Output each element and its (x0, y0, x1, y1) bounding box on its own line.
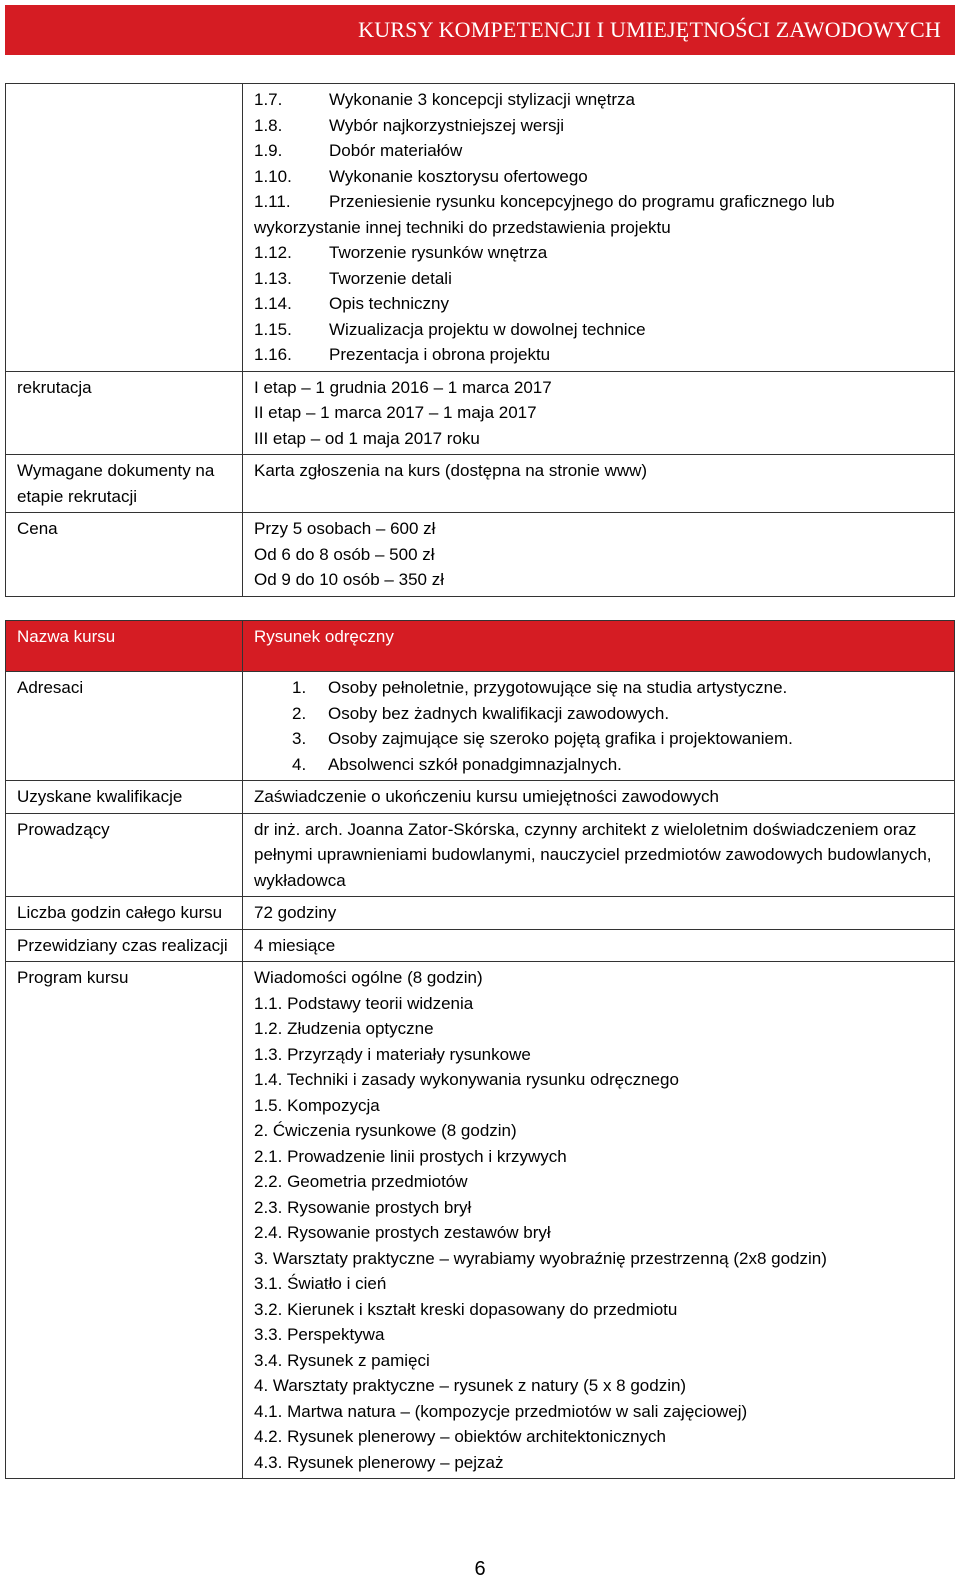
kwalifikacje-value: Zaświadczenie o ukończeniu kursu umiejętności zawodowych (243, 781, 955, 814)
program-item (254, 266, 946, 292)
rekrutacja-line: II etap – 1 marca 2017 – 1 maja 2017 (254, 403, 537, 422)
program-list (254, 87, 946, 368)
program-cell (243, 84, 955, 372)
program-kursu-line: 3.4. Rysunek z pamięci (254, 1350, 430, 1370)
table-row (6, 962, 955, 1479)
program-item-number: 1.13. (254, 268, 292, 288)
program-item-text: Przeniesienie rysunku koncepcyjnego do programu graficznego lub wykorzystanie innej techniki do przedstawienia projektu (254, 192, 835, 237)
program-kursu-line: 2.2. Geometria przedmiotów (254, 1172, 468, 1191)
program-kursu-line: 2.1. Prowadzenie linii prostych i krzywych (254, 1146, 567, 1166)
adresaci-item-number: 3. (292, 729, 307, 748)
header-title: KURSY KOMPETENCJI I UMIEJĘTNOŚCI ZAWODOWYCH (358, 17, 941, 42)
program-item (254, 317, 946, 343)
program-item-text: Dobór materiałów (329, 141, 463, 160)
program-item-text: Opis techniczny (329, 294, 449, 313)
rekrutacja-cell (243, 371, 955, 455)
program-item-number: 1.16. (254, 345, 292, 364)
program-kursu-line: 2.3. Rysowanie prostych brył (254, 1197, 472, 1217)
program-kursu-line: 4.1. Martwa natura – (kompozycje przedmiotów w sali zajęciowej) (254, 1401, 748, 1421)
table-row (6, 897, 955, 930)
adresaci-item-text: Absolwenci szkół ponadgimnazjalnych. (328, 754, 622, 774)
program-item-number: 1.10. (254, 166, 292, 186)
rekrutacja-label: rekrutacja (6, 371, 243, 455)
program-item-text: Wykonanie 3 koncepcji stylizacji wnętrza (329, 90, 635, 109)
program-item-number: 1.11. (254, 192, 291, 211)
program-item-number: 1.8. (254, 115, 283, 135)
adresaci-item-text: Osoby zajmujące się szeroko pojętą grafika i projektowaniem. (328, 729, 793, 748)
program-kursu-line: 2.4. Rysowanie prostych zestawów brył (254, 1223, 551, 1242)
course-table-previous (5, 83, 955, 597)
nazwa-label: Nazwa kursu (6, 621, 243, 672)
adresaci-list (254, 675, 946, 777)
table-row (6, 371, 955, 455)
rekrutacja-line: III etap – od 1 maja 2017 roku (254, 428, 480, 448)
adresaci-item-number: 2. (292, 703, 307, 723)
adresaci-label: Adresaci (6, 672, 243, 781)
program-kursu-line: 1.3. Przyrządy i materiały rysunkowe (254, 1044, 531, 1064)
table-row (6, 813, 955, 897)
program-kursu-line: 1.5. Kompozycja (254, 1095, 380, 1115)
program-kursu-line: 2. Ćwiczenia rysunkowe (8 godzin) (254, 1121, 517, 1140)
czas-label: Przewidziany czas realizacji (6, 929, 243, 962)
program-kursu-line: 3.3. Perspektywa (254, 1325, 385, 1344)
dokumenty-value: Karta zgłoszenia na kurs (dostępna na stronie www) (243, 455, 955, 513)
program-item-text: Wizualizacja projektu w dowolnej technice (329, 319, 646, 339)
czas-value: 4 miesiące (243, 929, 955, 962)
program-item (254, 113, 946, 139)
program-kursu-line: 4.3. Rysunek plenerowy – pejzaż (254, 1452, 504, 1472)
adresaci-item-number: 1. (292, 678, 307, 697)
program-kursu-line: 1.4. Techniki i zasady wykonywania rysunku odręcznego (254, 1070, 679, 1089)
program-item-text: Tworzenie detali (329, 268, 452, 288)
program-item (254, 164, 946, 190)
program-kursu-line: 3.1. Światło i cień (254, 1274, 387, 1293)
table-row (6, 513, 955, 597)
table-row (6, 672, 955, 781)
cena-cell (243, 513, 955, 597)
program-item (254, 342, 946, 368)
adresaci-item (292, 752, 946, 778)
cena-line: Przy 5 osobach – 600 zł (254, 519, 436, 538)
prowadzacy-label: Prowadzący (6, 813, 243, 897)
program-kursu-line: Wiadomości ogólne (8 godzin) (254, 968, 483, 987)
cena-line: Od 9 do 10 osób – 350 zł (254, 570, 444, 589)
cena-line: Od 6 do 8 osób – 500 zł (254, 544, 435, 564)
program-item-number: 1.15. (254, 319, 292, 339)
adresaci-item-text: Osoby bez żadnych kwalifikacji zawodowych. (328, 703, 670, 723)
program-kursu-line: 4. Warsztaty praktyczne – rysunek z natury (5 x 8 godzin) (254, 1376, 687, 1395)
cena-label: Cena (6, 513, 243, 597)
adresaci-item (292, 726, 946, 752)
program-label: Program kursu (6, 962, 243, 1479)
program-kursu-cell (243, 962, 955, 1479)
program-kursu-line: 1.1. Podstawy teorii widzenia (254, 993, 474, 1013)
course-name-row (6, 621, 955, 672)
table-row (6, 455, 955, 513)
program-kursu-line: 3. Warsztaty praktyczne – wyrabiamy wyobraźnię przestrzenną (2x8 godzin) (254, 1248, 827, 1268)
program-item-number: 1.9. (254, 141, 283, 160)
program-item-text: Tworzenie rysunków wnętrza (329, 243, 548, 262)
course-table-rysunek (5, 620, 955, 1479)
adresaci-item-text: Osoby pełnoletnie, przygotowujące się na studia artystyczne. (328, 678, 788, 697)
program-item-text: Wybór najkorzystniejszej wersji (329, 115, 565, 135)
adresaci-item-number: 4. (292, 754, 307, 774)
godziny-label: Liczba godzin całego kursu (6, 897, 243, 930)
adresaci-cell (243, 672, 955, 781)
kwalifikacje-label: Uzyskane kwalifikacje (6, 781, 243, 814)
prowadzacy-value: dr inż. arch. Joanna Zator-Skórska, czynny architekt z wieloletnim doświadczeniem oraz pełnymi uprawnieniami budowlanymi, nauczyciel przedmiotów zawodowych budowlanych, wykładowca (243, 813, 955, 897)
program-item (254, 291, 946, 317)
adresaci-item (292, 675, 946, 701)
table-row (6, 929, 955, 962)
program-item (254, 87, 946, 113)
program-item-text: Prezentacja i obrona projektu (329, 345, 551, 364)
program-item-number: 1.14. (254, 294, 292, 313)
program-item (254, 189, 946, 240)
program-label-cell (6, 84, 243, 372)
program-item-number: 1.12. (254, 243, 292, 262)
header-bar (5, 5, 955, 55)
table-row (6, 84, 955, 372)
rekrutacja-line: I etap – 1 grudnia 2016 – 1 marca 2017 (254, 377, 552, 397)
program-kursu-line: 1.2. Złudzenia optyczne (254, 1019, 434, 1038)
nazwa-value: Rysunek odręczny (243, 621, 955, 672)
program-kursu-line: 4.2. Rysunek plenerowy – obiektów architektonicznych (254, 1427, 666, 1446)
page-number: 6 (474, 1558, 486, 1580)
program-item (254, 138, 946, 164)
dokumenty-label: Wymagane dokumenty na etapie rekrutacji (6, 455, 243, 513)
program-item-number: 1.7. (254, 90, 283, 109)
adresaci-item (292, 701, 946, 727)
godziny-value: 72 godziny (243, 897, 955, 930)
program-item-text: Wykonanie kosztorysu ofertowego (329, 166, 588, 186)
program-kursu-line: 3.2. Kierunek i kształt kreski dopasowany do przedmiotu (254, 1299, 678, 1319)
program-item (254, 240, 946, 266)
table-row (6, 781, 955, 814)
